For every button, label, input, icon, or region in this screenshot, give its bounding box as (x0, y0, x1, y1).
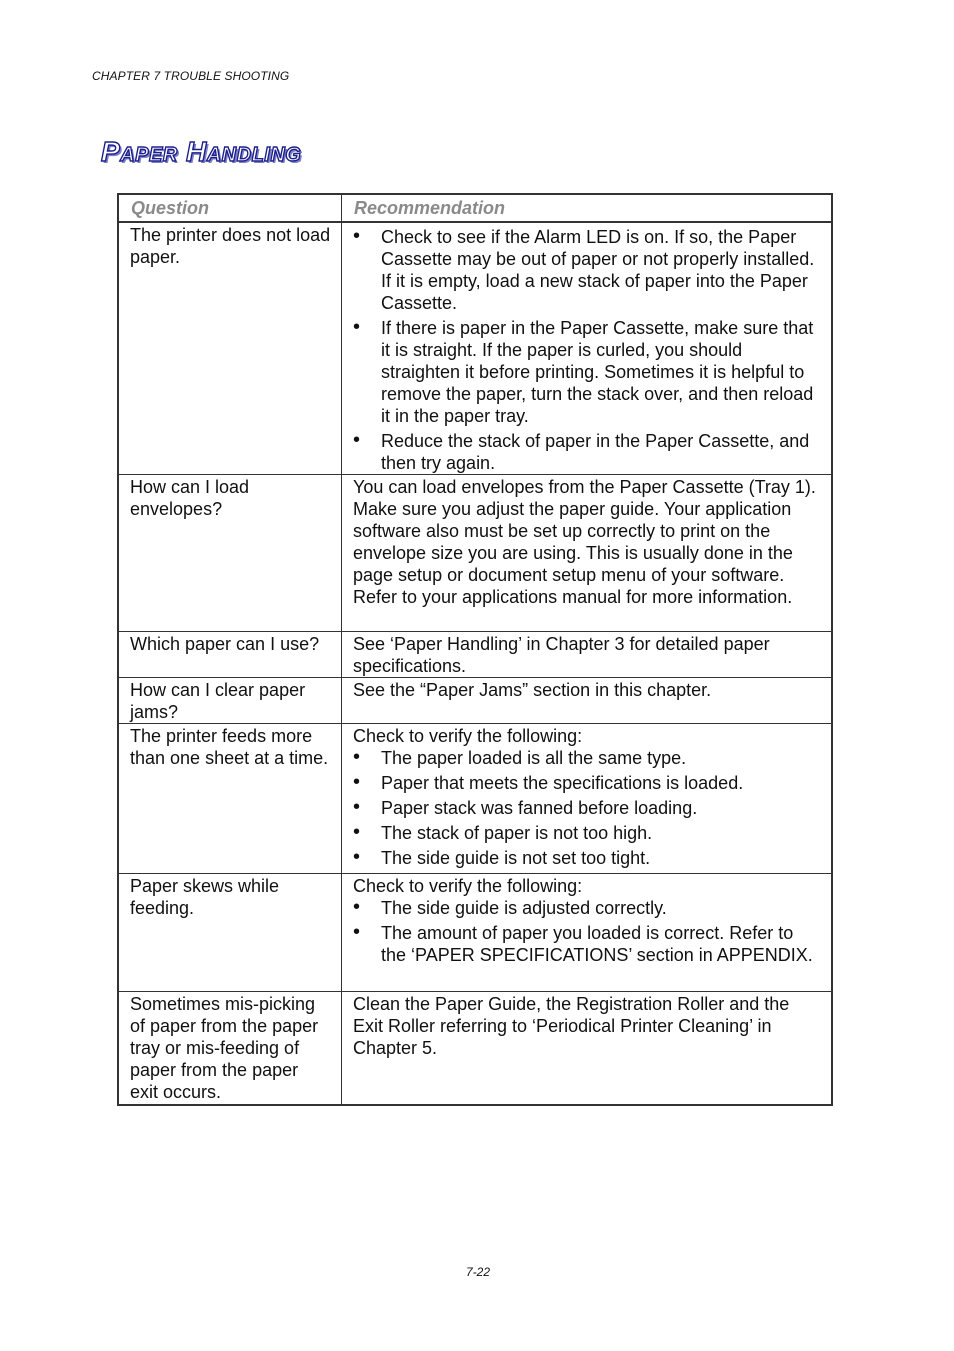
question-cell: The printer feeds more than one sheet at a time. (118, 724, 342, 874)
recommendation-cell (342, 874, 833, 992)
list-item: • Paper that meets the specifications is loaded. (353, 772, 823, 794)
table-row (118, 992, 832, 1105)
table-row (118, 632, 832, 678)
list-item: • Reduce the stack of paper in the Paper Cassette, and then try again. (353, 430, 823, 474)
list-item: • The side guide is not set too tight. (353, 847, 823, 869)
list-item: • Paper stack was fanned before loading. (353, 797, 823, 819)
page-number: 7-22 (466, 1265, 491, 1279)
bullet-list (353, 226, 823, 474)
recommendation-intro: Check to verify the following: (353, 876, 583, 896)
bullet-list (353, 747, 823, 869)
question-cell: Which paper can I use? (118, 632, 342, 678)
section-title: Paper Handling (101, 136, 302, 167)
bullet-list (353, 897, 823, 966)
question-cell: Paper skews while feeding. (118, 874, 342, 992)
list-item: • The side guide is adjusted correctly. (353, 897, 823, 919)
recommendation-cell (342, 222, 833, 475)
column-header-question: Question (118, 194, 342, 222)
list-item: • The stack of paper is not too high. (353, 822, 823, 844)
list-item: • The paper loaded is all the same type. (353, 747, 823, 769)
table-row (118, 678, 832, 724)
column-header-recommendation: Recommendation (342, 194, 833, 222)
recommendation-cell (342, 724, 833, 874)
recommendation-intro: Check to verify the following: (353, 726, 583, 746)
table-row (118, 475, 832, 632)
list-item: • The amount of paper you loaded is correct. Refer to the ‘PAPER SPECIFICATIONS’ section in APPENDIX. (353, 922, 823, 966)
recommendation-cell: See ‘Paper Handling’ in Chapter 3 for detailed paper specifications. (342, 632, 833, 678)
running-head: CHAPTER 7 TROUBLE SHOOTING (92, 69, 290, 83)
list-item: • If there is paper in the Paper Cassette, make sure that it is straight. If the paper is curled, you should straighten it before printing. Sometimes it is helpful to remove the paper, turn the stack over, and then reload it in the paper tray. (353, 317, 823, 427)
recommendation-cell: Clean the Paper Guide, the Registration Roller and the Exit Roller referring to ‘Periodical Printer Cleaning’ in Chapter 5. (342, 992, 833, 1105)
question-cell: The printer does not load paper. (118, 222, 342, 475)
table-row (118, 874, 832, 992)
troubleshooting-table (117, 193, 833, 1106)
recommendation-cell: See the “Paper Jams” section in this chapter. (342, 678, 833, 724)
list-item: • Check to see if the Alarm LED is on. If so, the Paper Cassette may be out of paper or not properly installed. If it is empty, load a new stack of paper into the Paper Cassette. (353, 226, 823, 314)
table-header-row (118, 194, 832, 222)
question-cell: Sometimes mis-picking of paper from the paper tray or mis-feeding of paper from the paper exit occurs. (118, 992, 342, 1105)
recommendation-cell: You can load envelopes from the Paper Cassette (Tray 1). Make sure you adjust the paper guide. Your application software also must be set up correctly to print on the envelope size you are using. This is usually done in the page setup or document setup menu of your software. Refer to your applications manual for more information. (342, 475, 833, 632)
question-cell: How can I load envelopes? (118, 475, 342, 632)
table-row (118, 222, 832, 475)
table-row (118, 724, 832, 874)
question-cell: How can I clear paper jams? (118, 678, 342, 724)
